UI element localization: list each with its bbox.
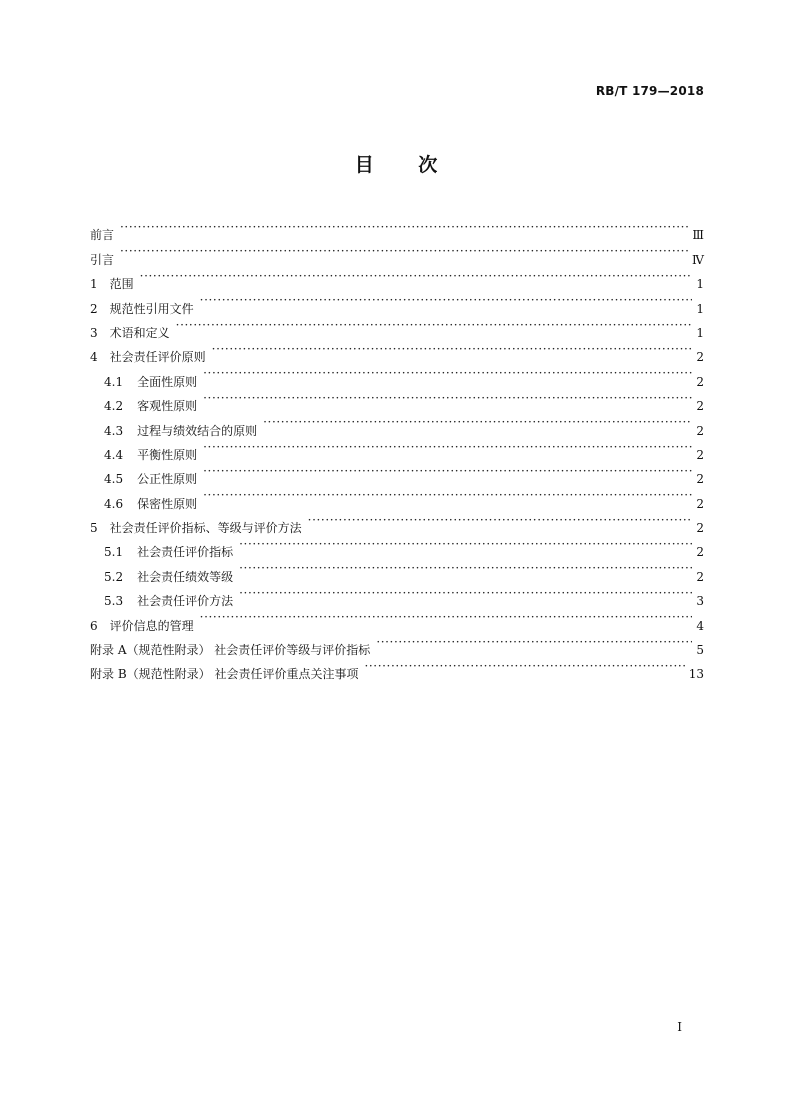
toc-entry-label: 客观性原则 [137, 399, 198, 414]
toc-entry-label: 保密性原则 [137, 496, 198, 511]
dot-leader [203, 483, 692, 507]
dot-leader [239, 532, 692, 556]
toc-entry-number: 4.6 [104, 496, 124, 511]
toc-entry-label: 规范性引用文件 [109, 301, 194, 316]
toc-entry-label: 附录 B（规范性附录） 社会责任评价重点关注事项 [90, 667, 359, 682]
toc-entry-number: 4 [90, 350, 98, 365]
table-of-contents [90, 215, 704, 682]
dot-leader [203, 435, 692, 459]
page-title: 目 次 [354, 154, 438, 176]
toc-entry-number: 6 [90, 618, 98, 633]
dot-leader [120, 215, 688, 239]
toc-entry-page: 2 [696, 374, 704, 389]
toc-entry-page: Ⅲ [692, 228, 704, 243]
toc-entry-page: Ⅳ [692, 252, 704, 267]
dot-leader [376, 630, 692, 654]
toc-entry-number: 4.1 [104, 374, 124, 389]
dot-leader [239, 581, 692, 605]
dot-leader [200, 605, 692, 629]
toc-entry[interactable] [90, 313, 704, 340]
toc-entry-page: 4 [696, 618, 704, 633]
toc-entry-label: 平衡性原则 [137, 447, 198, 462]
toc-entry[interactable] [90, 215, 704, 243]
toc-entry-page: 2 [696, 447, 704, 462]
toc-entry-page: 3 [696, 594, 704, 609]
toc-entry-label: 社会责任评价指标、等级与评价方法 [109, 521, 302, 536]
toc-entry-number: 4.4 [104, 447, 124, 462]
toc-entry[interactable] [90, 264, 704, 292]
toc-entry-number: 5.2 [104, 569, 124, 584]
toc-entry-label: 评价信息的管理 [109, 618, 194, 633]
toc-entry-page: 2 [696, 569, 704, 584]
toc-entry-label: 附录 A（规范性附录） 社会责任评价等级与评价指标 [90, 643, 371, 658]
toc-entry[interactable] [90, 239, 704, 267]
toc-entry-page: 2 [696, 496, 704, 511]
toc-entry-page: 2 [696, 350, 704, 365]
dot-leader [263, 410, 692, 434]
dot-leader [120, 239, 688, 263]
dot-leader [203, 386, 692, 410]
toc-entry-label: 公正性原则 [137, 472, 198, 487]
toc-entry-page: 5 [696, 643, 704, 658]
toc-entry-label: 全面性原则 [137, 374, 198, 389]
dot-leader [203, 361, 692, 385]
toc-entry-number: 3 [90, 325, 98, 340]
toc-entry-page: 1 [696, 325, 704, 340]
toc-entry-page: 1 [696, 301, 704, 316]
dot-leader [140, 264, 692, 288]
toc-entry-page: 2 [696, 472, 704, 487]
toc-entry[interactable] [90, 288, 704, 316]
toc-entry-label: 社会责任评价指标 [137, 545, 234, 560]
dot-leader [364, 654, 684, 678]
dot-leader [203, 459, 692, 483]
toc-entry-label: 社会责任绩效等级 [137, 569, 234, 584]
toc-entry-number: 4.2 [104, 399, 124, 414]
toc-entry-number: 5.1 [104, 545, 124, 560]
toc-entry-number: 1 [90, 277, 98, 292]
toc-entry-page: 2 [696, 423, 704, 438]
dot-leader [239, 556, 692, 580]
toc-entry-number: 5 [90, 521, 98, 536]
toc-entry-label: 社会责任评价原则 [109, 350, 206, 365]
toc-entry-number: 5.3 [104, 594, 124, 609]
toc-entry-number: 4.5 [104, 472, 124, 487]
dot-leader [212, 337, 692, 361]
dot-leader [308, 508, 692, 532]
toc-entry-label: 术语和定义 [109, 325, 170, 340]
toc-entry[interactable] [90, 337, 704, 365]
toc-entry-page: 2 [696, 399, 704, 414]
toc-entry-label: 社会责任评价方法 [137, 594, 234, 609]
toc-entry-number: 4.3 [104, 423, 124, 438]
dot-leader [200, 288, 692, 312]
toc-entry-number: 2 [90, 301, 98, 316]
page-number: I [677, 1020, 682, 1034]
toc-entry-page: 1 [696, 277, 704, 292]
standard-code: RB/T 179—2018 [595, 84, 704, 98]
toc-entry-label: 过程与绩效结合的原则 [137, 423, 258, 438]
dot-leader [176, 313, 692, 337]
toc-entry-label: 范围 [109, 277, 134, 292]
toc-entry-page: 13 [688, 667, 704, 682]
toc-entry-page: 2 [696, 545, 704, 560]
toc-entry-label: 前言 [90, 228, 115, 243]
toc-entry-label: 引言 [90, 252, 115, 267]
toc-entry-page: 2 [696, 521, 704, 536]
